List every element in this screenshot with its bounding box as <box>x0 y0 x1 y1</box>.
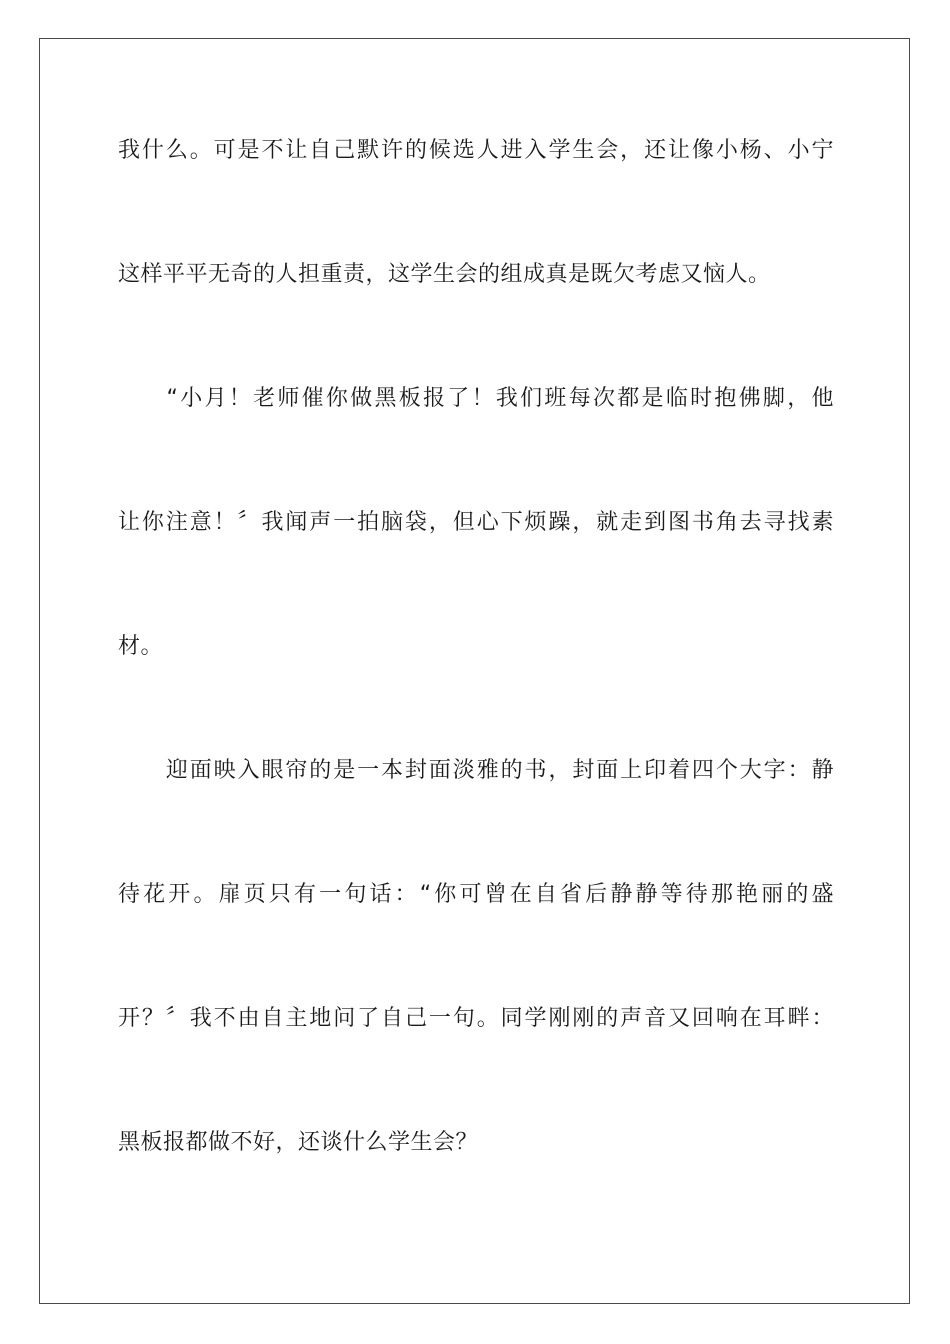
text-line: “小月！老师催你做黑板报了！我们班每次都是临时抱佛脚，他 <box>118 386 834 411</box>
text-line: 黑板报都做不好，还谈什么学生会？ <box>118 1130 479 1155</box>
text-line: 我什么。可是不让自己默许的候选人进入学生会，还让像小杨、小宁 <box>118 138 834 163</box>
text-line: 开？〞我不由自主地问了自己一句。同学刚刚的声音又回响在耳畔： <box>118 1006 834 1031</box>
text-line: 这样平平无奇的人担重责，这学生会的组成真是既欠考虑又恼人。 <box>118 262 771 287</box>
page-border <box>39 38 910 1304</box>
text-line: 让你注意！〞我闻声一拍脑袋，但心下烦躁，就走到图书角去寻找素 <box>118 510 834 535</box>
text-line: 材。 <box>118 634 164 659</box>
text-line: 待花开。扉页只有一句话：“你可曾在自省后静静等待那艳丽的盛 <box>118 882 834 907</box>
text-line: 迎面映入眼帘的是一本封面淡雅的书，封面上印着四个大字：静 <box>118 758 834 783</box>
